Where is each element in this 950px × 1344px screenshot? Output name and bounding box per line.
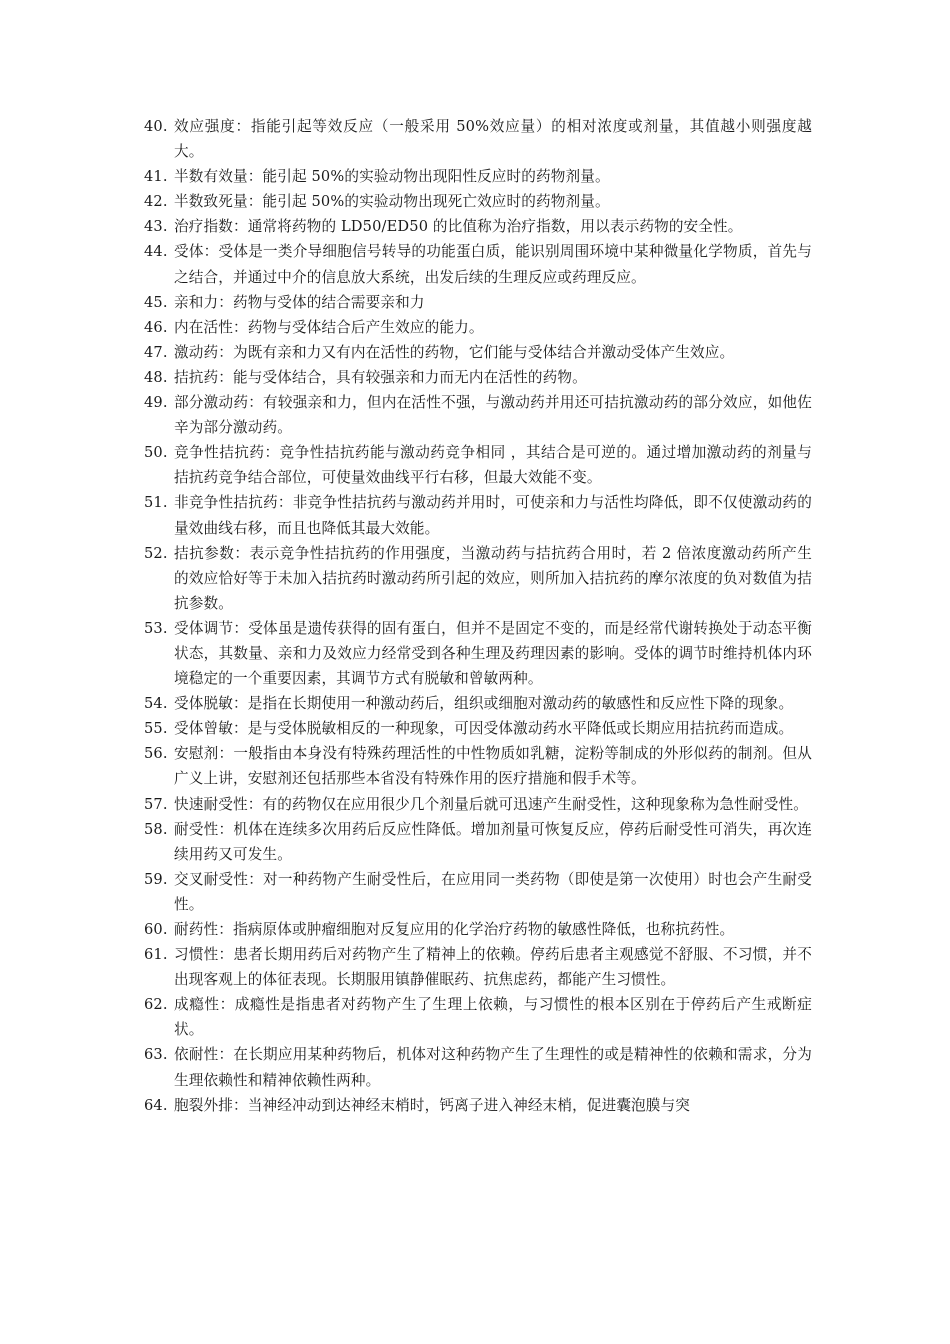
item-text: 部分激动药：有较强亲和力，但内在活性不强，与激动药并用还可拮抗激动药的部分效应，如他佐辛为部分激动药。 [174, 394, 812, 437]
list-item [144, 716, 812, 741]
item-text: 受体调节：受体虽是遗传获得的固有蛋白，但并不是固定不变的，而是经常代谢转换处于动态平衡状态，其数量、亲和力及效应力经常受到各种生理及药理因素的影响。受体的调节时维持机体内环境稳定的一个重要因素，其调节方式有脱敏和曾敏两种。 [174, 619, 812, 688]
item-text: 习惯性：患者长期用药后对药物产生了精神上的依赖。停药后患者主观感觉不舒服、不习惯，并不出现客观上的体征表现。长期服用镇静催眠药、抗焦虑药，都能产生习惯性。 [174, 946, 812, 989]
list-item [144, 214, 812, 239]
item-text: 拮抗参数：表示竞争性拮抗药的作用强度，当激动药与拮抗药合用时，若 2 倍浓度激动药所产生的效应恰好等于未加入拮抗药时激动药所引起的效应，则所加入拮抗药的摩尔浓度的负对数值为拮抗参数。 [174, 544, 812, 612]
item-number: 51. [144, 494, 168, 512]
item-text: 拮抗药：能与受体结合，具有较强亲和力而无内在活性的药物。 [174, 368, 587, 386]
item-number: 48. [144, 368, 168, 386]
list-item [144, 164, 812, 189]
item-text: 依耐性：在长期应用某种药物后，机体对这种药物产生了生理性的或是精神性的依赖和需求，分为生理依赖性和精神依赖性两种。 [174, 1046, 812, 1089]
list-item [144, 616, 812, 691]
item-number: 40. [144, 118, 168, 135]
item-text: 快速耐受性：有的药物仅在应用很少几个剂量后就可迅速产生耐受性，这种现象称为急性耐受性。 [174, 795, 808, 813]
item-number: 60. [144, 921, 168, 938]
list-item [144, 942, 812, 992]
list-item [144, 490, 812, 540]
item-number: 56. [144, 745, 168, 763]
item-text: 耐受性：机体在连续多次用药后反应性降低。增加剂量可恢复反应，停药后耐受性可消失，再次连续用药又可发生。 [174, 820, 812, 863]
item-number: 53. [144, 619, 168, 637]
item-text: 竞争性拮抗药：竞争性拮抗药能与激动药竞争相同 ，其结合是可逆的。通过增加激动药的剂量与拮抗药竞争结合部位，可使量效曲线平行右移，但最大效能不变。 [174, 444, 812, 487]
item-text: 胞裂外排：当神经冲动到达神经末梢时，钙离子进入神经末梢，促进囊泡膜与突 [174, 1096, 691, 1114]
item-number: 58. [144, 820, 168, 838]
list-item [144, 440, 812, 490]
item-number: 44. [144, 243, 168, 261]
item-text: 交叉耐受性：对一种药物产生耐受性后，在应用同一类药物（即使是第一次使用）时也会产生耐受性。 [174, 870, 812, 913]
list-item [144, 792, 812, 817]
item-text: 内在活性：药物与受体结合后产生效应的能力。 [174, 318, 484, 336]
list-item [144, 390, 812, 440]
item-text: 半数致死量：能引起 50%的实验动物出现死亡效应时的药物剂量。 [174, 193, 610, 211]
list-item [144, 1042, 812, 1092]
list-item [144, 1093, 812, 1118]
list-item [144, 867, 812, 917]
item-number: 63. [144, 1046, 168, 1064]
list-item [144, 114, 812, 164]
list-item [144, 741, 812, 791]
list-item [144, 992, 812, 1042]
item-text: 半数有效量：能引起 50%的实验动物出现阳性反应时的药物剂量。 [174, 168, 610, 186]
item-text: 受体脱敏：是指在长期使用一种激动药后，组织或细胞对激动药的敏感性和反应性下降的现象。 [174, 695, 794, 713]
item-text: 非竞争性拮抗药：非竞争性拮抗药与激动药并用时，可使亲和力与活性均降低，即不仅使激动药的量效曲线右移，而且也降低其最大效能。 [174, 494, 812, 537]
item-number: 59. [144, 870, 168, 888]
item-text: 治疗指数：通常将药物的 LD50/ED50 的比值称为治疗指数，用以表示药物的安全性。 [174, 218, 743, 236]
item-text: 成瘾性：成瘾性是指患者对药物产生了生理上依赖，与习惯性的根本区别在于停药后产生戒断症状。 [174, 996, 812, 1039]
item-text: 受体曾敏：是与受体脱敏相反的一种现象，可因受体激动药水平降低或长期应用拮抗药而造成。 [174, 720, 794, 738]
list-item [144, 239, 812, 289]
item-number: 62. [144, 996, 168, 1014]
list-item [144, 365, 812, 390]
item-number: 54. [144, 695, 168, 713]
list-item [144, 315, 812, 340]
item-text: 亲和力：药物与受体的结合需要亲和力 [174, 293, 425, 311]
item-number: 64. [144, 1096, 168, 1114]
item-number: 41. [144, 168, 168, 186]
item-text: 安慰剂：一般指由本身没有特殊药理活性的中性物质如乳糖，淀粉等制成的外形似药的制剂。但从广义上讲，安慰剂还包括那些本省没有特殊作用的医疗措施和假手术等。 [174, 745, 812, 788]
list-item [144, 189, 812, 214]
item-number: 55. [144, 720, 168, 738]
item-number: 42. [144, 193, 168, 211]
item-text: 受体：受体是一类介导细胞信号转导的功能蛋白质，能识别周围环境中某种微量化学物质，首先与之结合，并通过中介的信息放大系统，出发后续的生理反应或药理反应。 [174, 243, 812, 286]
list-item [144, 340, 812, 365]
item-text: 效应强度：指能引起等效反应（一般采用 50%效应量）的相对浓度或剂量，其值越小则强度越大。 [174, 118, 812, 161]
list-item [144, 917, 812, 942]
item-number: 52. [144, 544, 168, 562]
item-number: 43. [144, 218, 168, 236]
item-number: 47. [144, 343, 168, 361]
item-number: 46. [144, 318, 168, 336]
item-number: 45. [144, 293, 168, 311]
item-number: 61. [144, 946, 168, 964]
list-item [144, 541, 812, 616]
item-number: 57. [144, 795, 168, 813]
item-number: 49. [144, 394, 168, 412]
list-item [144, 817, 812, 867]
document-body [144, 114, 812, 1118]
list-item [144, 290, 812, 315]
item-text: 激动药：为既有亲和力又有内在活性的药物，它们能与受体结合并激动受体产生效应。 [174, 343, 735, 361]
list-item [144, 691, 812, 716]
item-text: 耐药性：指病原体或肿瘤细胞对反复应用的化学治疗药物的敏感性降低，也称抗药性。 [174, 921, 735, 938]
item-number: 50. [144, 444, 168, 462]
